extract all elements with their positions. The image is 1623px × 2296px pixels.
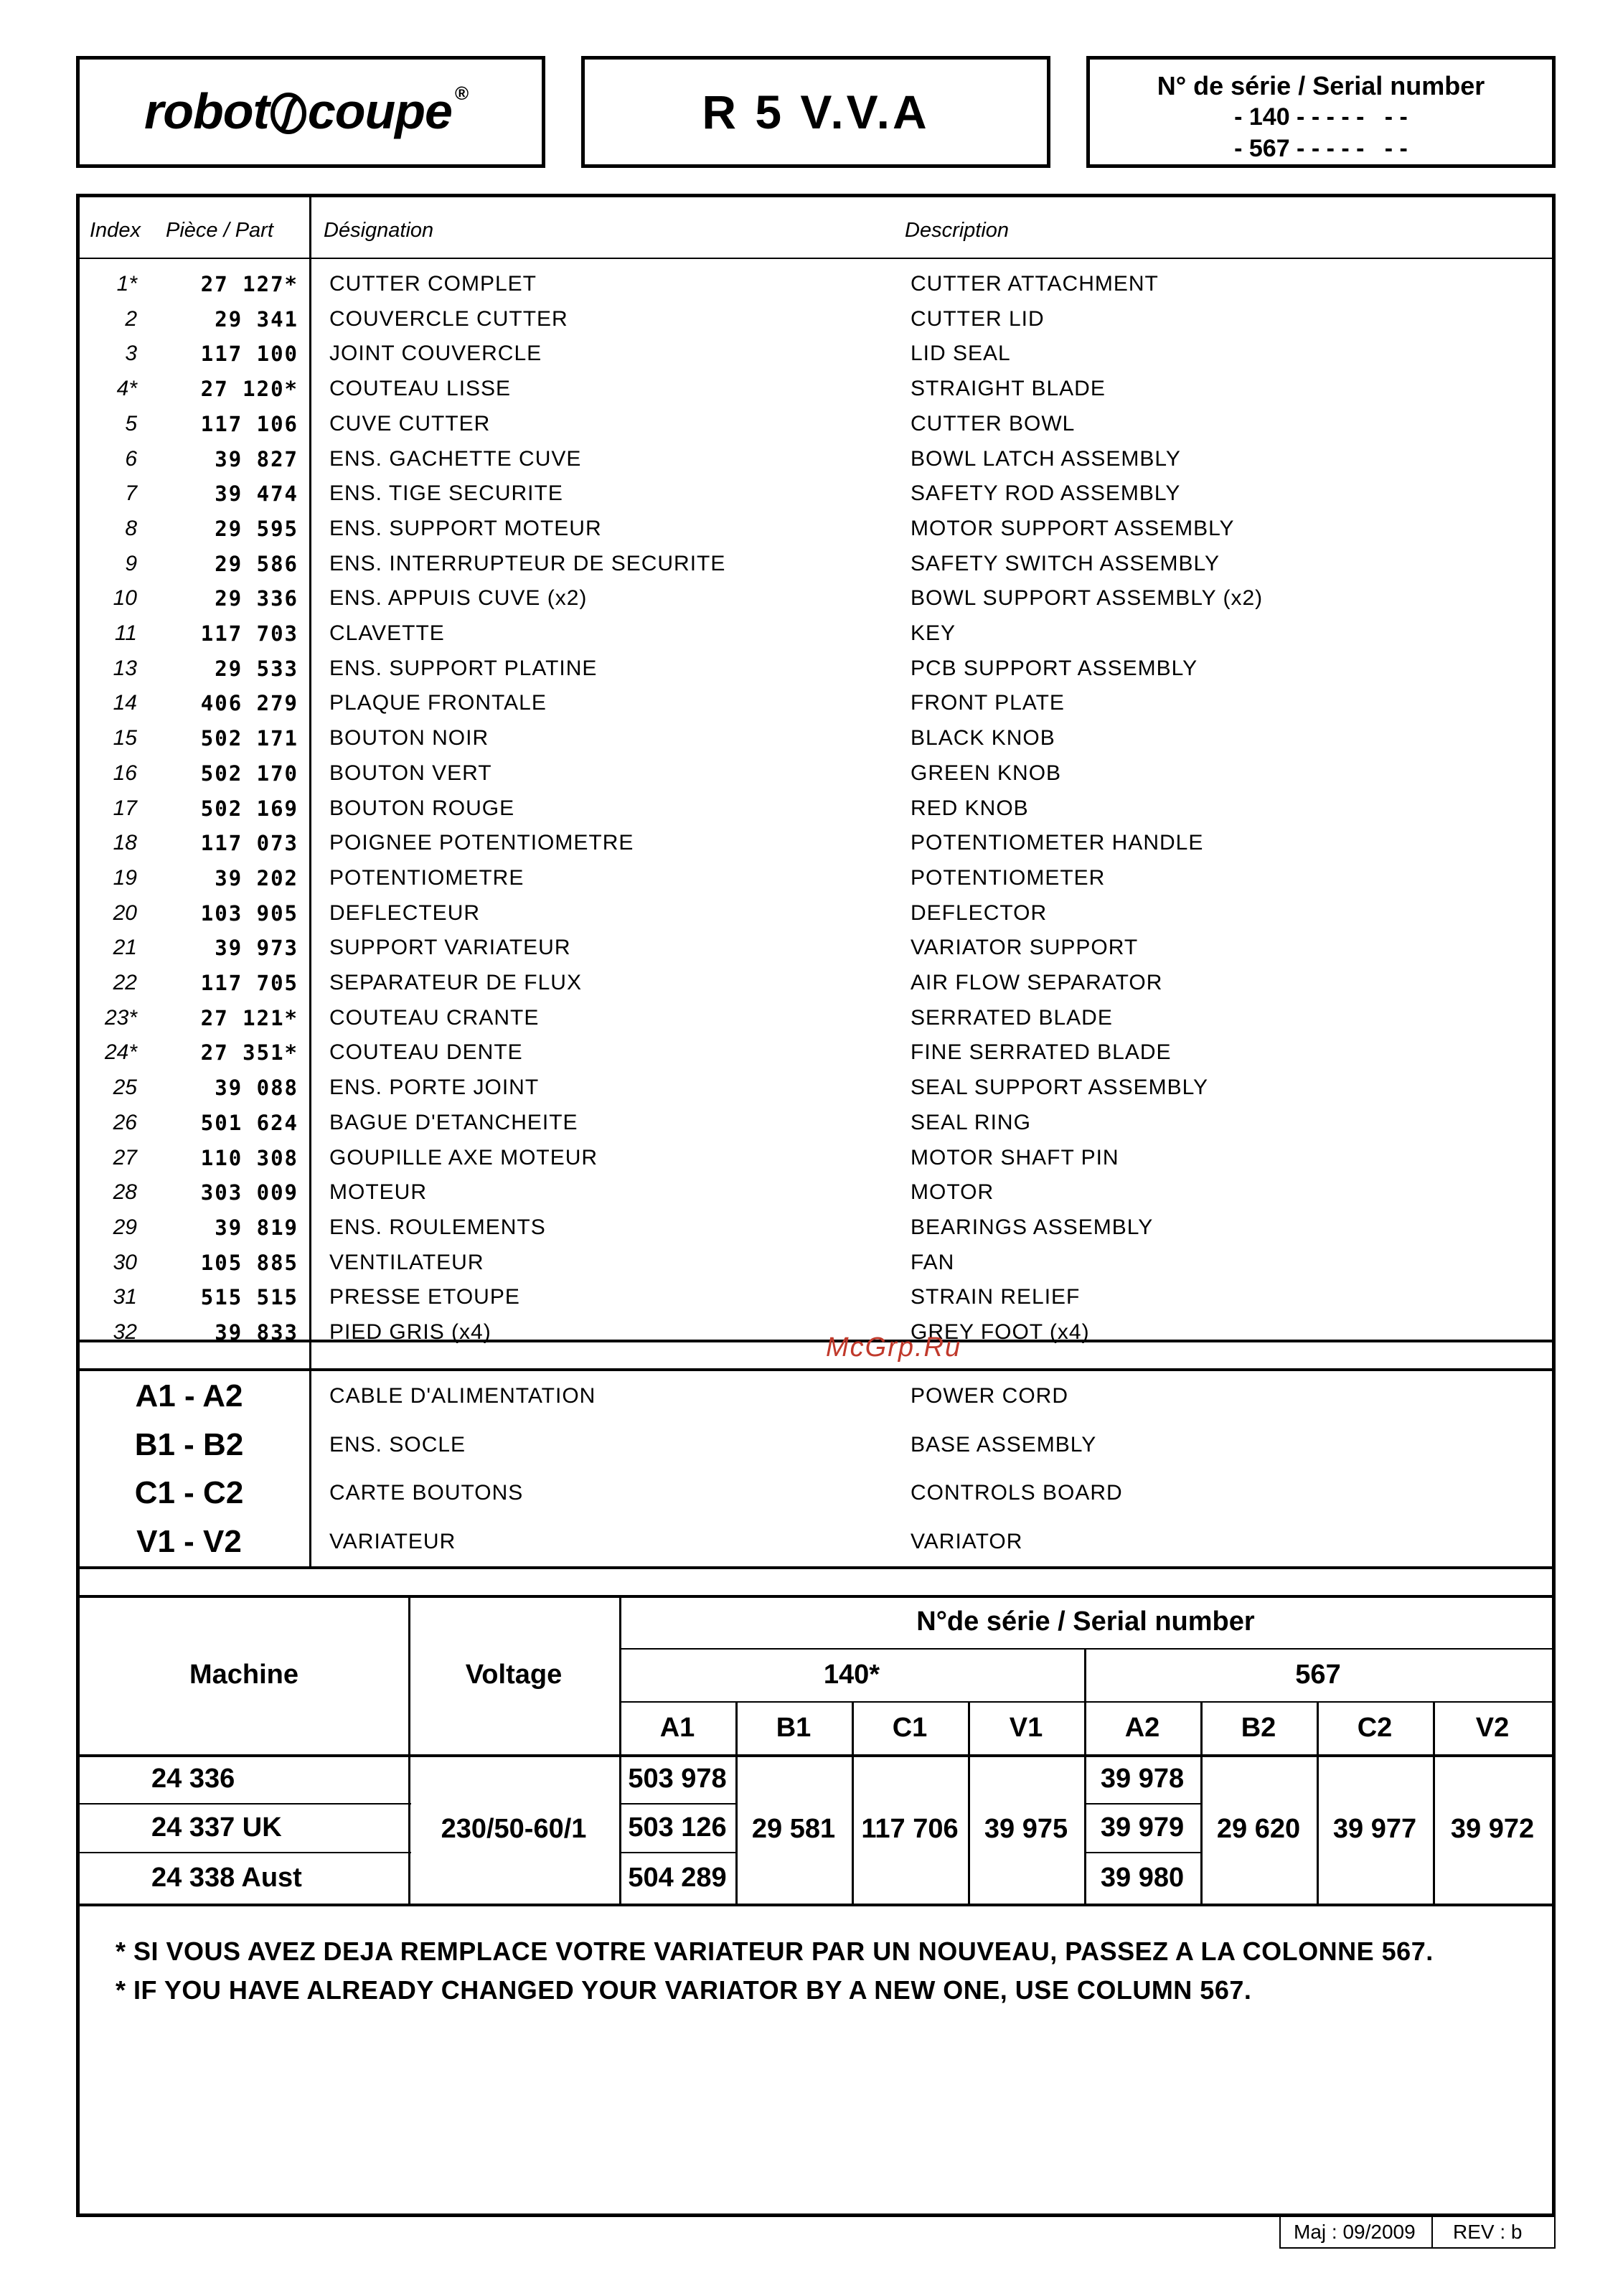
part-number: 117 106 — [200, 411, 298, 436]
part-row — [80, 1279, 1551, 1314]
sub-header-v1: V1 — [1009, 1712, 1043, 1743]
part-description: STRAIN RELIEF — [911, 1285, 1081, 1309]
part-row — [80, 1245, 1551, 1280]
serial-table — [80, 1595, 1552, 1904]
part-description: STRAIGHT BLADE — [911, 377, 1106, 401]
part-description: GREY FOOT (x4) — [911, 1320, 1090, 1344]
revision: REV : b — [1453, 2221, 1523, 2243]
part-description: DEFLECTOR — [911, 900, 1048, 925]
part-description: MOTOR SUPPORT ASSEMBLY — [911, 516, 1235, 540]
part-row — [80, 406, 1551, 441]
part-index: 28 — [113, 1180, 137, 1205]
part-row — [80, 336, 1551, 371]
b1-value: 29 581 — [751, 1813, 836, 1844]
part-designation: POTENTIOMETRE — [329, 865, 524, 890]
part-number: 29 336 — [215, 586, 298, 611]
header-divider — [80, 258, 1552, 259]
a2-row-1: 39 978 — [1100, 1763, 1185, 1794]
part-number: 27 351* — [200, 1040, 298, 1065]
part-row — [80, 965, 1551, 1000]
brand-logo: robot coupe ® — [144, 83, 469, 139]
part-index: 18 — [113, 831, 137, 855]
part-row — [80, 1105, 1551, 1140]
machine-row-3: 24 338 Aust — [151, 1862, 302, 1893]
part-row — [80, 1035, 1551, 1070]
part-description: CUTTER ATTACHMENT — [911, 272, 1159, 296]
part-number: 39 088 — [215, 1076, 298, 1101]
part-number: 39 202 — [215, 865, 298, 890]
part-description: BEARINGS ASSEMBLY — [911, 1215, 1154, 1239]
part-description: GREEN KNOB — [911, 761, 1062, 785]
assembly-code: B1 - B2 — [134, 1426, 244, 1462]
machine-header: Machine — [189, 1659, 299, 1690]
part-index: 3 — [125, 342, 137, 366]
part-description: BOWL LATCH ASSEMBLY — [911, 446, 1181, 471]
part-number: 105 885 — [200, 1250, 298, 1275]
a1-row-2: 503 126 — [628, 1812, 727, 1843]
part-description: POTENTIOMETER — [911, 865, 1106, 890]
part-index: 23* — [104, 1005, 137, 1030]
a1-row-3: 504 289 — [628, 1862, 727, 1893]
part-index: 11 — [114, 621, 137, 645]
part-number: 27 127* — [200, 272, 298, 296]
part-description: SEAL RING — [911, 1110, 1031, 1134]
part-row — [80, 1314, 1551, 1350]
part-index: 7 — [125, 481, 137, 506]
part-description: SAFETY ROD ASSEMBLY — [911, 481, 1181, 506]
col-header-description: Description — [905, 219, 1010, 242]
part-designation: CUTTER COMPLET — [329, 272, 537, 296]
part-index: 25 — [113, 1076, 137, 1100]
serial-title: N° de série / Serial number — [1157, 71, 1485, 100]
part-designation: MOTEUR — [329, 1180, 427, 1205]
part-description: BLACK KNOB — [911, 726, 1055, 751]
part-designation: ENS. PORTE JOINT — [329, 1076, 540, 1100]
v2-value: 39 972 — [1450, 1813, 1535, 1844]
part-row — [80, 511, 1551, 546]
assemblies-start-divider — [80, 1368, 1552, 1371]
part-index: 13 — [113, 656, 137, 680]
part-designation: SEPARATEUR DE FLUX — [329, 971, 582, 994]
group-140-header: 140* — [823, 1659, 880, 1690]
serial-line-140: - 140 - - - - - - - — [1234, 103, 1408, 131]
part-number: 39 973 — [215, 936, 298, 961]
part-designation: PLAQUE FRONTALE — [329, 691, 547, 715]
serial-line-567: - 567 - - - - - - - — [1234, 135, 1408, 162]
part-number: 117 100 — [200, 342, 298, 367]
part-index: 4* — [116, 377, 137, 401]
part-designation: COUTEAU LISSE — [329, 377, 512, 401]
part-index: 30 — [113, 1250, 137, 1274]
part-index: 26 — [113, 1110, 137, 1134]
sub-header-a2: A2 — [1124, 1712, 1160, 1743]
part-number: 29 341 — [215, 306, 298, 331]
part-number: 39 819 — [215, 1215, 298, 1240]
part-row — [80, 825, 1551, 860]
assembly-description: POWER CORD — [911, 1384, 1068, 1408]
c1-value: 117 706 — [861, 1813, 959, 1844]
part-designation: PIED GRIS (x4) — [329, 1320, 491, 1344]
a2-row-2: 39 979 — [1100, 1812, 1185, 1843]
part-number: 27 120* — [200, 377, 298, 402]
part-description: KEY — [911, 621, 956, 645]
part-index: 17 — [113, 796, 137, 820]
part-number: 103 905 — [200, 900, 298, 926]
part-row — [80, 860, 1551, 895]
part-index: 6 — [125, 446, 137, 471]
col-header-designation: Désignation — [324, 219, 434, 242]
sub-header-v2: V2 — [1475, 1712, 1510, 1743]
part-index: 24* — [104, 1040, 137, 1065]
part-designation: CLAVETTE — [329, 621, 445, 645]
part-row — [80, 580, 1551, 616]
logo-box — [76, 56, 545, 168]
part-index: 14 — [113, 691, 137, 715]
part-number: 501 624 — [200, 1110, 298, 1135]
part-description: BOWL SUPPORT ASSEMBLY (x2) — [911, 586, 1264, 611]
part-description: MOTOR SHAFT PIN — [911, 1145, 1119, 1170]
part-designation: BOUTON ROUGE — [329, 796, 515, 820]
part-number: 29 586 — [215, 551, 298, 576]
part-row — [80, 1070, 1551, 1105]
assembly-row — [80, 1471, 1551, 1520]
part-index: 8 — [125, 516, 137, 540]
part-description: AIR FLOW SEPARATOR — [911, 971, 1163, 994]
part-designation: BOUTON NOIR — [329, 726, 489, 751]
part-index: 19 — [113, 865, 137, 890]
part-description: PCB SUPPORT ASSEMBLY — [911, 656, 1198, 680]
model-box — [581, 56, 1050, 168]
part-designation: DEFLECTEUR — [329, 900, 481, 925]
b2-value: 29 620 — [1216, 1813, 1301, 1844]
part-description: CUTTER LID — [911, 306, 1045, 331]
parts-frame — [76, 194, 1556, 2217]
note-en: * IF YOU HAVE ALREADY CHANGED YOUR VARIATOR BY A NEW ONE, USE COLUMN 567. — [116, 1975, 1252, 2005]
part-description: RED KNOB — [911, 796, 1029, 820]
c2-value: 39 977 — [1332, 1813, 1417, 1844]
part-designation: GOUPILLE AXE MOTEUR — [329, 1145, 598, 1170]
part-index: 29 — [113, 1215, 137, 1239]
serial-table-end-divider — [80, 1904, 1552, 1906]
part-designation: ENS. ROULEMENTS — [329, 1215, 546, 1239]
part-row — [80, 720, 1551, 756]
part-index: 5 — [125, 411, 137, 436]
part-designation: CUVE CUTTER — [329, 411, 491, 436]
sub-header-c2: C2 — [1357, 1712, 1393, 1743]
assembly-designation: ENS. SOCLE — [329, 1432, 466, 1457]
part-index: 9 — [125, 551, 137, 575]
part-description: FAN — [911, 1250, 955, 1274]
part-index: 15 — [113, 726, 137, 751]
col-header-part: Pièce / Part — [166, 219, 273, 242]
part-number: 29 595 — [215, 516, 298, 541]
part-designation: ENS. SUPPORT MOTEUR — [329, 516, 602, 540]
col-header-index: Index — [90, 219, 141, 242]
variator-note — [116, 1932, 1434, 2010]
part-number: 515 515 — [200, 1285, 298, 1310]
v1-value: 39 975 — [984, 1813, 1068, 1844]
note-fr: * SI VOUS AVEZ DEJA REMPLACE VOTRE VARIATEUR PAR UN NOUVEAU, PASSEZ A LA COLONNE 567. — [116, 1937, 1434, 1966]
part-number: 502 169 — [200, 796, 298, 821]
part-row — [80, 1210, 1551, 1245]
part-row — [80, 756, 1551, 791]
part-row — [80, 441, 1551, 476]
part-number: 39 833 — [215, 1320, 298, 1345]
part-number: 502 170 — [200, 761, 298, 786]
part-description: SAFETY SWITCH ASSEMBLY — [911, 551, 1220, 575]
part-designation: JOINT COUVERCLE — [329, 342, 542, 366]
part-designation: VENTILATEUR — [329, 1250, 484, 1274]
sub-header-c1: C1 — [892, 1712, 928, 1743]
part-row — [80, 1000, 1551, 1035]
part-description: VARIATOR SUPPORT — [911, 936, 1139, 960]
part-designation: ENS. TIGE SECURITE — [329, 481, 563, 506]
part-designation: ENS. APPUIS CUVE (x2) — [329, 586, 588, 611]
part-designation: SUPPORT VARIATEUR — [329, 936, 571, 960]
part-row — [80, 930, 1551, 965]
sub-header-a1: A1 — [659, 1712, 695, 1743]
a1-row-1: 503 978 — [628, 1763, 727, 1794]
part-number: 117 703 — [200, 621, 298, 646]
part-row — [80, 476, 1551, 511]
part-row — [80, 1140, 1551, 1175]
assembly-row — [80, 1423, 1551, 1472]
part-description: FRONT PLATE — [911, 691, 1065, 715]
part-number: 110 308 — [200, 1145, 298, 1170]
part-number: 502 171 — [200, 726, 298, 751]
part-number: 39 474 — [215, 481, 298, 507]
maj-date: Maj : 09/2009 — [1294, 2221, 1416, 2243]
machine-row-2: 24 337 UK — [151, 1812, 282, 1843]
part-number: 117 073 — [200, 831, 298, 856]
assembly-description: BASE ASSEMBLY — [911, 1432, 1097, 1457]
part-description: SEAL SUPPORT ASSEMBLY — [911, 1076, 1209, 1100]
assembly-row — [80, 1374, 1551, 1423]
part-description: CUTTER BOWL — [911, 411, 1076, 436]
part-index: 31 — [113, 1285, 137, 1309]
revision-box — [1279, 2214, 1556, 2249]
part-row — [80, 301, 1551, 337]
part-number: 303 009 — [200, 1180, 298, 1205]
watermark: McGrp.Ru — [826, 1332, 962, 1363]
part-index: 22 — [113, 971, 137, 994]
part-row — [80, 266, 1551, 301]
part-designation: COUTEAU DENTE — [329, 1040, 523, 1065]
assembly-designation: VARIATEUR — [329, 1529, 456, 1553]
assembly-description: VARIATOR — [911, 1529, 1023, 1553]
assembly-designation: CABLE D'ALIMENTATION — [329, 1384, 596, 1408]
part-index: 32 — [113, 1320, 137, 1344]
part-number: 117 705 — [200, 971, 298, 995]
part-index: 10 — [113, 586, 137, 611]
part-designation: COUVERCLE CUTTER — [329, 306, 568, 331]
part-description: MOTOR — [911, 1180, 994, 1205]
a2-row-3: 39 980 — [1100, 1862, 1185, 1893]
part-designation: BOUTON VERT — [329, 761, 492, 785]
voltage-value: 230/50-60/1 — [441, 1813, 587, 1844]
part-row — [80, 1175, 1551, 1210]
column-divider — [309, 197, 311, 1568]
part-row — [80, 685, 1551, 720]
part-row — [80, 651, 1551, 686]
model-title: R 5 V.V.A — [702, 85, 930, 138]
revision-divider — [1431, 2216, 1433, 2247]
part-index: 21 — [113, 936, 137, 960]
part-row — [80, 895, 1551, 931]
sub-header-b2: B2 — [1241, 1712, 1276, 1743]
part-description: LID SEAL — [911, 342, 1011, 366]
assembly-code: A1 - A2 — [135, 1378, 243, 1413]
part-designation: COUTEAU CRANTE — [329, 1005, 540, 1030]
part-index: 20 — [113, 900, 137, 925]
assembly-code: V1 - V2 — [136, 1523, 242, 1559]
serial-number-header: N°de série / Serial number — [916, 1606, 1255, 1637]
part-row — [80, 546, 1551, 581]
part-description: POTENTIOMETER HANDLE — [911, 831, 1204, 855]
serial-box — [1086, 56, 1556, 168]
parts-end-divider — [80, 1340, 1552, 1342]
part-description: FINE SERRATED BLADE — [911, 1040, 1172, 1065]
part-row — [80, 791, 1551, 826]
part-number: 27 121* — [200, 1005, 298, 1030]
voltage-header: Voltage — [465, 1659, 563, 1690]
group-567-header: 567 — [1295, 1659, 1341, 1690]
part-description: SERRATED BLADE — [911, 1005, 1113, 1030]
sub-header-b1: B1 — [776, 1712, 812, 1743]
assemblies-end-divider — [80, 1566, 1552, 1569]
part-index: 16 — [113, 761, 137, 785]
part-number: 406 279 — [200, 691, 298, 716]
part-designation: POIGNEE POTENTIOMETRE — [329, 831, 634, 855]
assembly-row — [80, 1520, 1551, 1568]
part-designation: BAGUE D'ETANCHEITE — [329, 1110, 578, 1134]
assembly-code: C1 - C2 — [134, 1475, 244, 1510]
brand-swirl-icon — [269, 91, 308, 136]
part-number: 29 533 — [215, 656, 298, 681]
machine-row-1: 24 336 — [151, 1763, 235, 1794]
part-index: 27 — [113, 1145, 137, 1170]
part-row — [80, 371, 1551, 406]
part-row — [80, 616, 1551, 651]
part-designation: ENS. GACHETTE CUVE — [329, 446, 582, 471]
part-designation: PRESSE ETOUPE — [329, 1285, 520, 1309]
assembly-designation: CARTE BOUTONS — [329, 1481, 524, 1505]
part-index: 1* — [116, 272, 137, 296]
part-designation: ENS. INTERRUPTEUR DE SECURITE — [329, 551, 726, 575]
assembly-description: CONTROLS BOARD — [911, 1481, 1123, 1505]
part-designation: ENS. SUPPORT PLATINE — [329, 656, 598, 680]
part-number: 39 827 — [215, 446, 298, 471]
part-index: 2 — [125, 306, 137, 331]
